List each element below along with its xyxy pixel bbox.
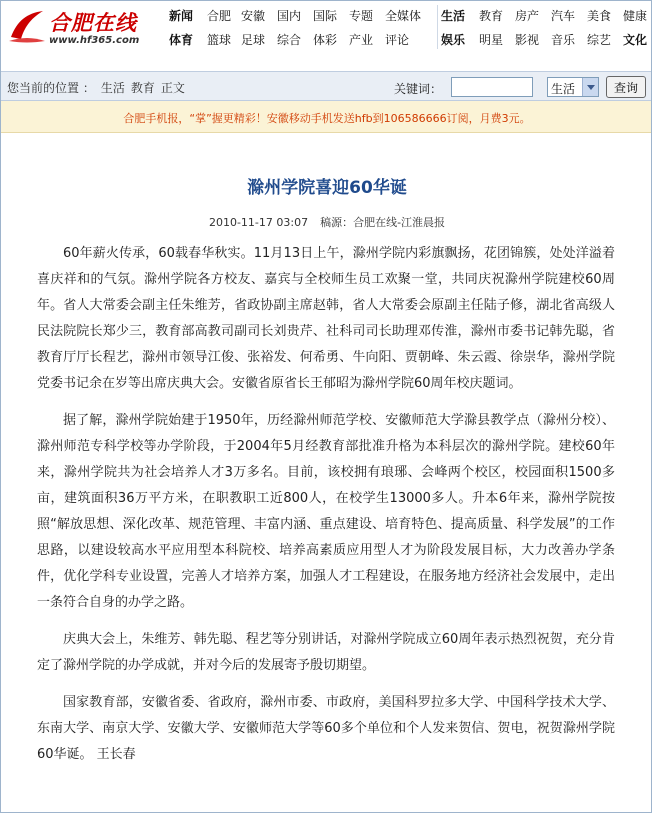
promo-link[interactable]: 合肥手机报，“掌”握更精彩！安徽移动手机发送hfb到106586666订阅，月费3元。: [123, 112, 531, 125]
nav-link[interactable]: 美食: [587, 9, 612, 23]
nav-link[interactable]: 生活: [441, 9, 466, 23]
channel-select[interactable]: [547, 77, 599, 97]
promo-banner: [1, 101, 652, 133]
nav-link[interactable]: 全媒体: [385, 9, 422, 23]
article-paragraph: 据了解，滁州学院始建于1950年，历经滁州师范学校、安徽师范大学滁县教学点（滁州分校）、滁州师范专科学校等办学阶段，于2004年5月经教育部批准升格为本科层次的滁州学院。建校60年来，滁州学院共为社会培养人才3万多名。目前，该校拥有琅琊、会峰两个校区，校园面积1500多亩，建筑面积36万平方米，在职教职工近800人，在校学生13000多人。升本6年来，滁州学院按照“解放思想、深化改革、规范管理、丰富内涵、重点建设、培育特色、提高质量、科学发展”的工作思路，以建设较高水平应用型本科院校、培养高素质应用型人才为阶段发展目标，大力改善办学条件，优化学科专业设置，完善人才培养方案，加强人才工程建设，在服务地方经济社会发展中，走出一条符合自身的办学之路。: [37, 413, 615, 610]
nav-link[interactable]: 国际: [313, 9, 338, 23]
nav-link[interactable]: 足球: [241, 33, 266, 47]
nav-link[interactable]: 综艺: [587, 33, 612, 47]
nav-link[interactable]: 篮球: [207, 33, 232, 47]
article-paragraph: 60年薪火传承，60载春华秋实。11月13日上午，滁州学院内彩旗飘扬，花团锦簇，处处洋溢着喜庆祥和的气氛。滁州学院各方校友、嘉宾与全校师生员工欢聚一堂，共同庆祝滁州学院建校60周年。省人大常委会副主任朱维芳，省政协副主席赵韩，省人大常委会原副主任陆子修，湖北省高级人民法院院长郑少三，教育部高教司副司长刘贵芹、社科司司长助理邓传淮，滁州市委书记韩先聪，省教育厅厅长程艺，滁州市领导江俊、张裕发、何希勇、牛向阳、贾朝峰、朱云霞、徐崇华，滁州学院党委书记余在岁等出席庆典大会。安徽省原省长王郁昭为滁州学院60周年校庆题词。: [37, 246, 615, 391]
nav-link[interactable]: 影视: [515, 33, 540, 47]
nav-link[interactable]: 娱乐: [441, 33, 466, 47]
article-paragraph: 国家教育部，安徽省委、省政府，滁州市委、市政府，美国科罗拉多大学、中国科学技术大学、东南大学、南京大学、安徽大学、安徽师范大学等60多个单位和个人发来贺信、贺电，祝贺滁州学院60华诞。 王长春: [37, 695, 615, 762]
breadcrumb-item-life[interactable]: 生活: [100, 81, 125, 95]
breadcrumb-prefix: 您当前的位置 ：: [7, 81, 95, 95]
article-meta: [1, 214, 652, 230]
site-header: [1, 1, 652, 53]
nav-row-1: [167, 3, 652, 27]
article-date: 2010-11-17 03:07: [208, 216, 309, 229]
nav-link[interactable]: 音乐: [551, 33, 576, 47]
nav-link[interactable]: 安徽: [241, 9, 266, 23]
article-source: 稿源：合肥在线-江淮晨报: [320, 216, 446, 229]
nav-link[interactable]: 教育: [479, 9, 504, 23]
chevron-down-icon[interactable]: [582, 78, 598, 96]
nav-link[interactable]: 体育: [169, 33, 194, 47]
breadcrumb: [7, 79, 191, 96]
search-button[interactable]: 查询: [606, 76, 646, 98]
logo-name: 合肥在线: [49, 11, 137, 35]
nav-link[interactable]: 评论: [385, 33, 410, 47]
main-nav: [167, 3, 652, 51]
nav-row-2: [167, 27, 652, 51]
keyword-label: 关键词：: [394, 82, 443, 96]
nav-link[interactable]: 综合: [277, 33, 302, 47]
nav-link[interactable]: 房产: [515, 9, 540, 23]
nav-link[interactable]: 健康: [623, 9, 648, 23]
channel-select-value: 生活: [551, 82, 576, 96]
nav-divider: [437, 5, 438, 49]
swoosh-logo-icon: [7, 7, 47, 45]
nav-link[interactable]: 明星: [479, 33, 504, 47]
article-body: [37, 241, 615, 779]
location-search-bar: [1, 71, 652, 101]
site-logo[interactable]: [5, 5, 165, 51]
article-title: 滁州学院喜迎60华诞: [247, 178, 407, 198]
article-paragraph: 庆典大会上，朱维芳、韩先聪、程艺等分别讲话，对滁州学院成立60周年表示热烈祝贺，充分肯定了滁州学院的办学成就，并对今后的发展寄予殷切期望。: [37, 632, 615, 673]
nav-link[interactable]: 文化: [623, 33, 648, 47]
nav-link[interactable]: 专题: [349, 9, 374, 23]
nav-link[interactable]: 体彩: [313, 33, 338, 47]
keyword-input[interactable]: [451, 77, 533, 97]
logo-url: www.hf365.com: [49, 35, 140, 46]
nav-link[interactable]: 汽车: [551, 9, 576, 23]
nav-link[interactable]: 合肥: [207, 9, 232, 23]
nav-link[interactable]: 产业: [349, 33, 374, 47]
nav-link[interactable]: 新闻: [169, 9, 194, 23]
nav-link[interactable]: 国内: [277, 9, 302, 23]
breadcrumb-item-current: 正文: [160, 81, 185, 95]
breadcrumb-item-education[interactable]: 教育: [130, 81, 155, 95]
